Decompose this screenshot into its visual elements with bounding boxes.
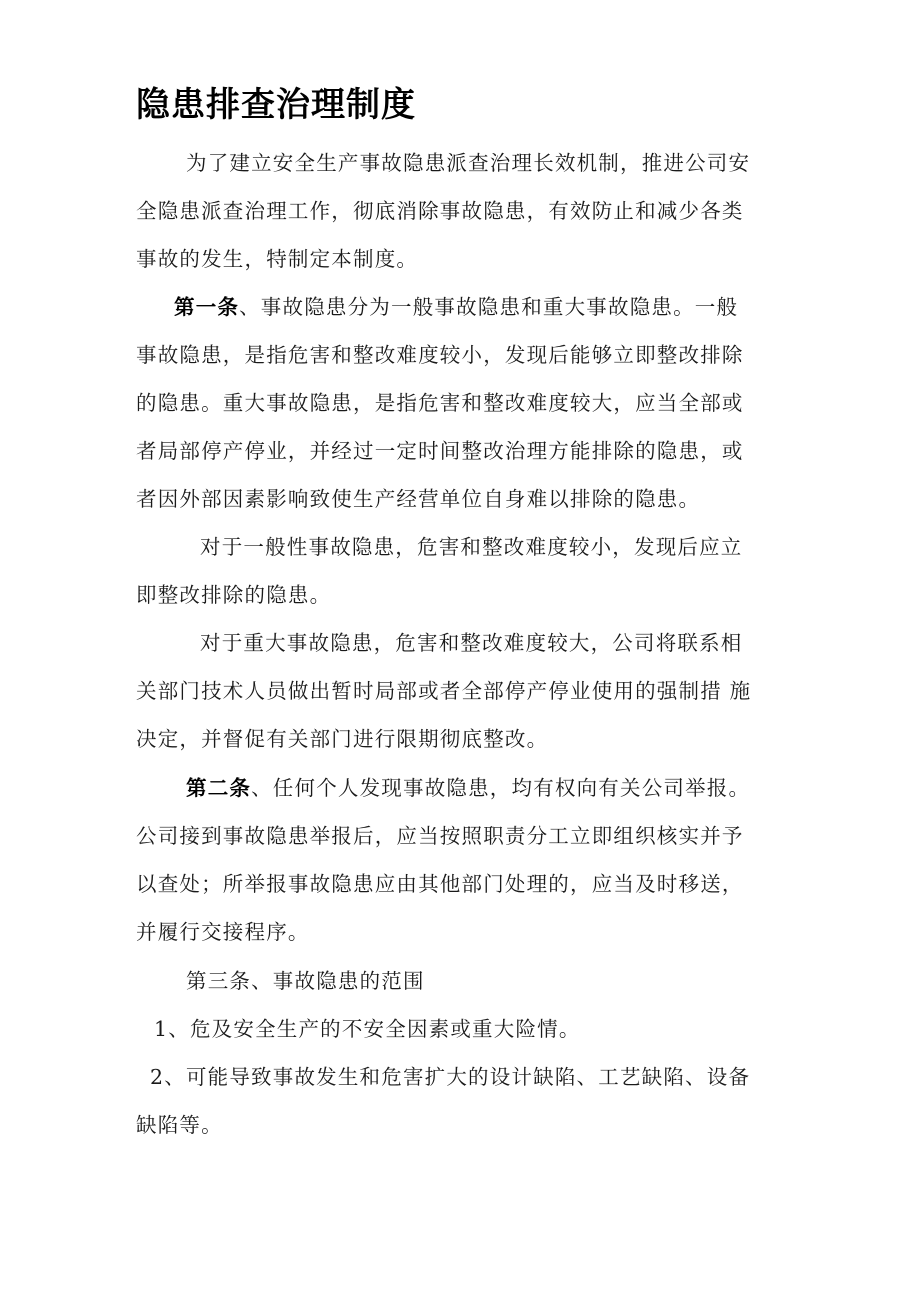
article-1-line: 事故隐患，是指危害和整改难度较小，发现后能够立即整改排除 bbox=[136, 343, 744, 367]
article-2 bbox=[136, 764, 786, 956]
article-1-first-line bbox=[136, 283, 786, 331]
article-3-item-2-line: 缺陷等。 bbox=[136, 1113, 223, 1137]
general-hazard-line: 对于一般性事故隐患，危害和整改难度较小，发现后应立 bbox=[200, 535, 743, 559]
article-2-line: 并履行交接程序。 bbox=[136, 920, 310, 944]
article-2-line: 以查处；所举报事故隐患应由其他部门处理的，应当及时移送， bbox=[136, 872, 744, 896]
major-hazard-line: 决定，并督促有关部门进行限期彻底整改。 bbox=[136, 727, 549, 751]
intro-line-1: 为了建立安全生产事故隐患派查治理长效机制，推进公司安 bbox=[186, 151, 751, 175]
article-3-item-1: 1、危及安全生产的不安全因素或重大险情。 bbox=[154, 1017, 581, 1041]
intro-paragraph bbox=[136, 139, 786, 283]
article-3-item-2-line: 2、可能导致事故发生和危害扩大的设计缺陷、工艺缺陷、设备 bbox=[150, 1065, 751, 1089]
article-2-label: 第二条 bbox=[186, 776, 252, 800]
article-1-line: 的隐患。重大事故隐患，是指危害和整改难度较大，应当全部或 bbox=[136, 391, 744, 415]
major-hazard-paragraph bbox=[136, 619, 786, 763]
article-2-line: 公司接到事故隐患举报后，应当按照职责分工立即组织核实并予 bbox=[136, 824, 744, 848]
major-hazard-line: 对于重大事故隐患，危害和整改难度较大，公司将联系相 bbox=[200, 631, 743, 655]
general-hazard-paragraph bbox=[136, 523, 786, 619]
article-1-line: 者局部停产停业，并经过一定时间整改治理方能排除的隐患，或 bbox=[136, 439, 744, 463]
article-1-first-line-text: 、事故隐患分为一般事故隐患和重大事故隐患。一般 bbox=[239, 295, 739, 319]
general-hazard-line: 即整改排除的隐患。 bbox=[136, 583, 332, 607]
document-title: 隐患排查治理制度 bbox=[136, 85, 416, 125]
intro-line-3: 事故的发生，特制定本制度。 bbox=[136, 247, 419, 271]
article-2-first-line-text: 、任何个人发现事故隐患，均有权向有关公司举报。 bbox=[251, 776, 751, 800]
article-1-line: 者因外部因素影响致使生产经营单位自身难以排除的隐患。 bbox=[136, 487, 701, 511]
article-3 bbox=[136, 957, 786, 1149]
intro-line-2: 全隐患派查治理工作，彻底消除事故隐患，有效防止和减少各类 bbox=[136, 199, 744, 223]
article-1-label: 第一条 bbox=[174, 295, 240, 319]
article-1 bbox=[136, 283, 786, 523]
major-hazard-line: 关部门技术人员做出暂时局部或者全部停产停业使用的强制措 施 bbox=[136, 679, 752, 703]
article-3-heading: 第三条、事故隐患的范围 bbox=[186, 969, 425, 993]
article-2-first-line bbox=[136, 764, 786, 812]
